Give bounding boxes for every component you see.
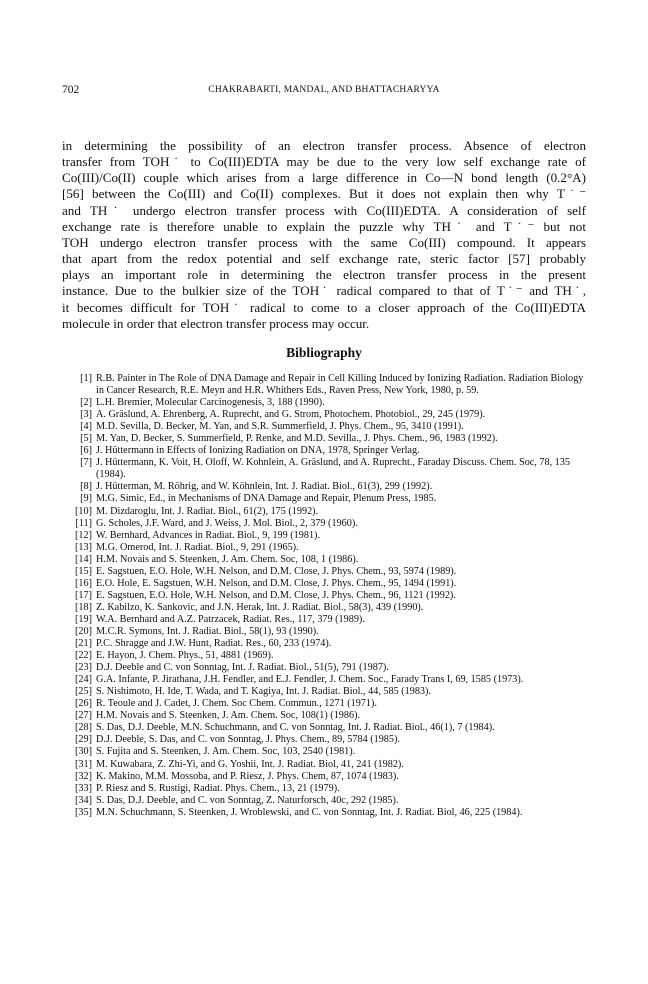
reference-number: [28] xyxy=(75,722,92,734)
reference-number: [21] xyxy=(75,638,92,650)
reference-number: [34] xyxy=(75,794,92,806)
reference-number: [17] xyxy=(75,589,92,601)
reference-item xyxy=(62,771,586,783)
reference-number: [4] xyxy=(80,421,92,433)
reference-item xyxy=(62,542,586,554)
reference-number: [3] xyxy=(80,409,92,421)
reference-item xyxy=(62,457,586,481)
reference-number: [27] xyxy=(75,710,92,722)
reference-number: [30] xyxy=(75,746,92,758)
reference-item xyxy=(62,710,586,722)
reference-number: [10] xyxy=(75,505,92,517)
reference-text: E. Hayon, J. Chem. Phys., 51, 4881 (1969). xyxy=(96,650,274,662)
reference-text: J. Hütterman, M. Röhrig, and W. Köhnlein, Int. J. Radiat. Biol., 61(3), 299 (1992). xyxy=(96,481,433,493)
reference-number: [24] xyxy=(75,674,92,686)
reference-text: P. Riesz and S. Rustigi, Radiat. Phys. Chem., 13, 21 (1979). xyxy=(96,782,340,794)
reference-item xyxy=(62,602,586,614)
reference-number: [8] xyxy=(80,481,92,493)
body-line: TOH undergo electron transfer process with the same Co(III) compound. It appears xyxy=(62,234,586,250)
reference-item xyxy=(62,493,586,505)
reference-text: W.A. Bernhard and A.Z. Patrzacek, Radiat. Res., 117, 379 (1989). xyxy=(96,613,365,625)
reference-number: [11] xyxy=(75,517,92,529)
reference-item xyxy=(62,638,586,650)
reference-item xyxy=(62,662,586,674)
reference-text: E.O. Hole, E. Sagstuen, W.H. Nelson, and D.M. Close, J. Phys. Chem., 95, 1494 (1991). xyxy=(96,577,457,589)
page-header xyxy=(62,84,586,100)
reference-list xyxy=(62,373,586,819)
reference-text: M.C.R. Symons, Int. J. Radiat. Biol., 58(1), 93 (1990). xyxy=(96,625,319,637)
reference-item xyxy=(62,518,586,530)
reference-text: M. Dizdaroglu, Int. J. Radiat. Biol., 61(2), 175 (1992). xyxy=(96,505,319,517)
body-line: and TH˙ undergo electron transfer process with Co(III)EDTA. A consideration of self xyxy=(62,202,586,218)
reference-text: R. Teoule and J. Cadet, J. Chem. Soc Chem. Commun., 1271 (1971). xyxy=(96,698,377,710)
reference-text: H.M. Novais and S. Steenken, J. Am. Chem. Soc, 108, 1 (1986). xyxy=(96,553,359,565)
reference-text: M.N. Schuchmann, S. Steenken, J. Wroblewski, and C. von Sonntag, Int. J. Radiat. Biol, 46, 225 (1984). xyxy=(96,806,523,818)
reference-text: M. Yan, D. Becker, S. Summerfield, P. Renke, and M.D. Sevilla., J. Phys. Chem., 96, 1983 (1992). xyxy=(96,433,498,445)
reference-number: [12] xyxy=(75,529,92,541)
reference-text: E. Sagstuen, E.O. Hole, W.H. Nelson, and D.M. Close, J. Phys. Chem., 96, 1121 (1992). xyxy=(96,589,456,601)
reference-text: P.C. Shragge and J.W. Hunt, Radiat. Res., 60, 233 (1974). xyxy=(96,638,332,650)
reference-item xyxy=(62,578,586,590)
reference-text: G. Scholes, J.F. Ward, and J. Weiss, J. Mol. Biol., 2, 379 (1960). xyxy=(96,517,358,529)
reference-item xyxy=(62,373,586,397)
body-line: Co(III)/Co(II) couple which arises from a large difference in Co—N bond length (0.2°A) xyxy=(62,170,586,186)
reference-item xyxy=(62,783,586,795)
reference-item xyxy=(62,554,586,566)
reference-text: H.M. Novais and S. Steenken, J. Am. Chem. Soc, 108(1) (1986). xyxy=(96,710,361,722)
reference-number: [32] xyxy=(75,770,92,782)
reference-item xyxy=(62,409,586,421)
body-paragraph xyxy=(62,138,586,332)
reference-item xyxy=(62,734,586,746)
body-line: that apart from the redox potential and self exchange rate, steric factor [57] probably xyxy=(62,251,586,267)
reference-item xyxy=(62,421,586,433)
reference-text: J. Hüttermann in Effects of Ionizing Radiation on DNA, 1978, Springer Verlag. xyxy=(96,445,420,457)
reference-item xyxy=(62,566,586,578)
body-line: [56] between the Co(III) and Co(II) complexes. But it does not explain then why T˙⁻ xyxy=(62,186,586,202)
reference-text: M. Kuwabara, Z. Zhi-Yi, and G. Yoshii, Int. J. Radiat. Biol, 41, 241 (1982). xyxy=(96,758,404,770)
reference-text: A. Gräslund, A. Ehrenberg, A. Ruprecht, and G. Strom, Photochem. Photobiol., 29, 245 (1979). xyxy=(96,409,486,421)
bibliography-heading: Bibliography xyxy=(286,345,362,360)
reference-number: [5] xyxy=(80,433,92,445)
reference-item xyxy=(62,795,586,807)
reference-number: [33] xyxy=(75,782,92,794)
reference-text: L.H. Bremier, Molecular Carcinogenesis, 3, 188 (1990). xyxy=(96,397,325,409)
reference-number: [15] xyxy=(75,565,92,577)
body-line: it becomes difficult for TOH˙ radical to come to a closer approach of the Co(III)EDTA xyxy=(62,299,586,315)
reference-text: J. Hüttermann, K. Voit, H. Oloff, W. Kohnlein, A. Gräslund, and A. Ruprecht., Faraday Discuss. Chem. Soc, 78, 135 (1984). xyxy=(96,457,570,481)
reference-text: S. Fujita and S. Steenken, J. Am. Chem. Soc, 103, 2540 (1981). xyxy=(96,746,356,758)
reference-number: [23] xyxy=(75,662,92,674)
reference-number: [22] xyxy=(75,650,92,662)
reference-number: [13] xyxy=(75,541,92,553)
reference-text: W. Bernhard, Advances in Radiat. Biol., 9, 199 (1981). xyxy=(96,529,320,541)
reference-item xyxy=(62,686,586,698)
reference-number: [35] xyxy=(75,806,92,818)
body-line: exchange rate is therefore unable to explain the puzzle why TH˙ and T˙⁻ but not xyxy=(62,218,586,234)
reference-item xyxy=(62,397,586,409)
reference-item xyxy=(62,759,586,771)
running-head: CHAKRABARTI, MANDAL, AND BHATTACHARYYA xyxy=(208,85,440,95)
reference-number: [1] xyxy=(80,373,92,384)
page-number: 702 xyxy=(62,84,80,96)
body-line: molecule in order that electron transfer process may occur. xyxy=(62,315,370,331)
reference-item xyxy=(62,530,586,542)
reference-text: M.D. Sevilla, D. Becker, M. Yan, and S.R. Summerfield, J. Phys. Chem., 95, 3410 (1991). xyxy=(96,421,464,433)
reference-text: E. Sagstuen, E.O. Hole, W.H. Nelson, and D.M. Close, J. Phys. Chem., 93, 5974 (1989). xyxy=(96,565,457,577)
reference-number: [2] xyxy=(80,397,92,409)
reference-number: [19] xyxy=(75,613,92,625)
reference-number: [31] xyxy=(75,758,92,770)
reference-number: [6] xyxy=(80,445,92,457)
reference-item xyxy=(62,590,586,602)
reference-item xyxy=(62,506,586,518)
reference-item xyxy=(62,698,586,710)
reference-item xyxy=(62,433,586,445)
reference-text: D.J. Deeble, S. Das, and C. von Sonntag, J. Phys. Chem., 89, 5784 (1985). xyxy=(96,734,400,746)
reference-text: G.A. Infante, P. Jirathana, J.H. Fendler, and E.J. Fendler, J. Chem. Soc., Farady Trans I, 69, 1585 (1973). xyxy=(96,674,524,686)
reference-number: [9] xyxy=(80,493,92,505)
reference-item xyxy=(62,481,586,493)
reference-item xyxy=(62,650,586,662)
body-line: instance. Due to the bulkier size of the TOH˙ radical compared to that of T˙⁻ and TH˙, xyxy=(62,283,586,299)
body-line: plays an important role in determining the electron transfer process in the present xyxy=(62,267,586,283)
reference-item xyxy=(62,807,586,819)
reference-number: [20] xyxy=(75,625,92,637)
reference-text: M.G. Omerod, Int. J. Radiat. Biol., 9, 291 (1965). xyxy=(96,541,299,553)
reference-text: S. Das, D.J. Deeble, and C. von Sonntag, Z. Naturforsch, 40c, 292 (1985). xyxy=(96,794,399,806)
reference-number: [16] xyxy=(75,577,92,589)
reference-text: M.G. Simic, Ed., in Mechanisms of DNA Damage and Repair, Plenum Press, 1985. xyxy=(96,493,437,505)
reference-item xyxy=(62,674,586,686)
reference-text: R.B. Painter in The Role of DNA Damage and Repair in Cell Killing Induced by Ionizing Radiation. Radiation Biology in Cancer Research, R.E. Meyn and H.R. Whithers Eds., Raven Press, New York, 1980, p. 59. xyxy=(96,373,584,397)
reference-number: [29] xyxy=(75,734,92,746)
reference-text: S. Das, D.J. Deeble, M.N. Schuchmann, and C. von Sonntag, Int. J. Radiat. Biol., 46(1), 7 (1984). xyxy=(96,722,495,734)
reference-text: K. Makino, M.M. Mossoba, and P. Riesz, J. Phys. Chem, 87, 1074 (1983). xyxy=(96,770,399,782)
reference-item xyxy=(62,746,586,758)
reference-number: [14] xyxy=(75,553,92,565)
reference-text: D.J. Deeble and C. von Sonntag, Int. J. Radiat. Biol., 51(5), 791 (1987). xyxy=(96,662,389,674)
reference-number: [18] xyxy=(75,601,92,613)
body-line: in determining the possibility of an electron transfer process. Absence of electron xyxy=(62,138,586,153)
reference-number: [26] xyxy=(75,698,92,710)
reference-number: [25] xyxy=(75,686,92,698)
reference-text: Z. Kabilzo, K. Sankovic, and J.N. Herak, Int. J. Radiat. Biol., 58(3), 439 (1990). xyxy=(96,601,424,613)
body-line: transfer from TOH˙ to Co(III)EDTA may be due to the very low self exchange rate of xyxy=(62,154,586,170)
reference-item xyxy=(62,614,586,626)
reference-text: S. Nishimoto, H. Ide, T. Wada, and T. Kagiya, Int. J. Radiat. Biol., 44, 585 (1983). xyxy=(96,686,431,698)
reference-item xyxy=(62,722,586,734)
reference-item xyxy=(62,445,586,457)
reference-item xyxy=(62,626,586,638)
reference-number: [7] xyxy=(80,457,92,469)
